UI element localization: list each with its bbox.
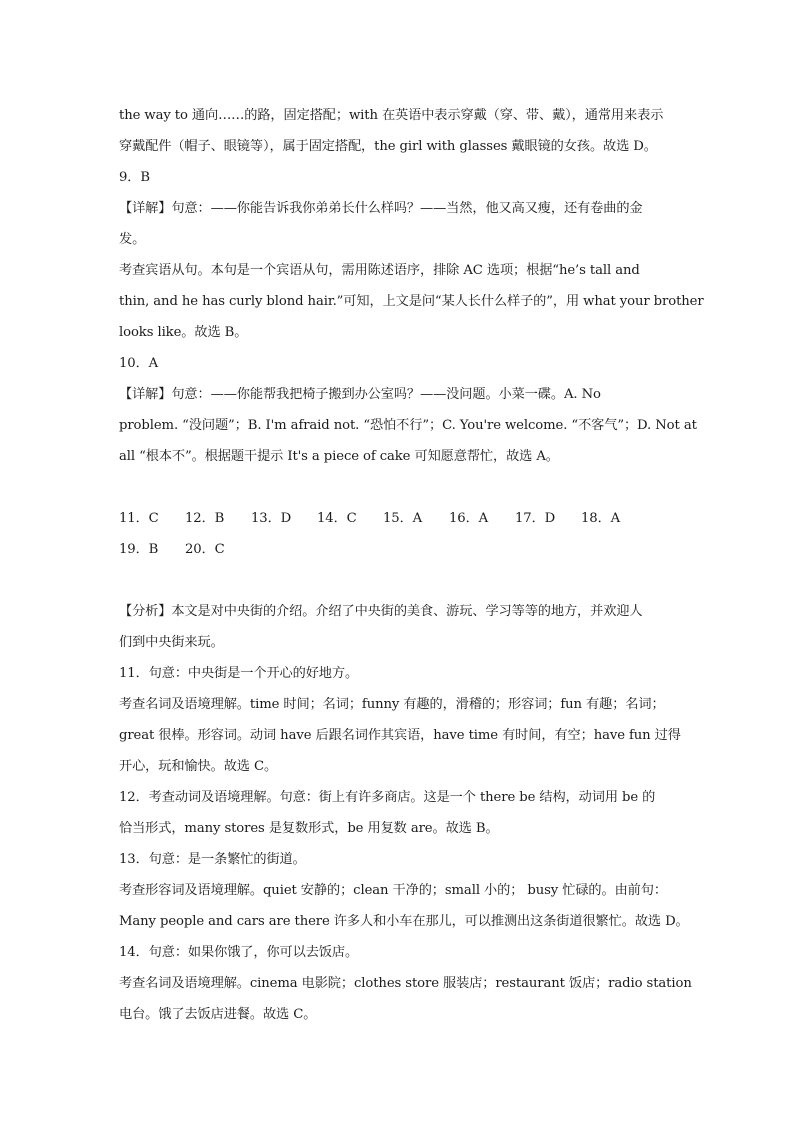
answer-key-item: 18．A (581, 511, 621, 526)
answer-key-item: 19．B (119, 542, 159, 557)
q11-line: 考查名词及语境理解。time 时间；名词；funny 有趣的，滑稽的；形容词；fun 有趣；名词； (119, 697, 665, 712)
q12-line: 恰当形式，many stores 是复数形式，be 用复数 are。故选 B。 (119, 821, 499, 836)
q12-line: 12．考查动词及语境理解。句意：街上有许多商店。这是一个 there be 结构，动词用 be 的 (119, 790, 656, 805)
q13-line: 考查形容词及语境理解。quiet 安静的；clean 干净的；small 小的； busy 忙碌的。由前句： (119, 883, 667, 898)
q13-line: 13．句意：是一条繁忙的街道。 (119, 852, 306, 867)
analysis-line: 们到中央街来玩。 (119, 635, 224, 650)
q9-detail-line: 考查宾语从句。本句是一个宾语从句，需用陈述语序，排除 AC 选项；根据“he’s tall and (119, 263, 640, 278)
q11-line: 11．句意：中央街是一个开心的好地方。 (119, 666, 359, 681)
answer-key-item: 20．C (185, 542, 225, 557)
q9-detail-line: thin, and he has curly blond hair.”可知，上文是问“某人长什么样子的”，用 what your brother (119, 294, 704, 309)
answer-key-item: 13．D (251, 511, 292, 526)
answer-key-item: 12．B (185, 511, 225, 526)
q14-line: 14．句意：如果你饿了，你可以去饭店。 (119, 945, 359, 960)
q13-line: Many people and cars are there 许多人和小车在那儿，可以推测出这条街道很繁忙。故选 D。 (119, 914, 689, 929)
answer-key-row (119, 534, 679, 565)
q10-detail-line: problem. “没问题”；B. I'm afraid not. “恐怕不行”；C. You're welcome. “不客气”；D. Not at (119, 418, 697, 433)
answer-key-row (119, 503, 679, 534)
q10-detail-line: all “根本不”。根据题干提示 It's a piece of cake 可知愿意帮忙，故选 A。 (119, 449, 559, 464)
answer-key-item: 15．A (383, 511, 423, 526)
q8-explanation-line: 穿戴配件（帽子、眼镜等），属于固定搭配，the girl with glasses 戴眼镜的女孩。故选 D。 (119, 139, 657, 154)
answer-key-item: 17．D (515, 511, 556, 526)
answer-explanations (119, 100, 704, 1030)
answer-key-item: 14．C (317, 511, 357, 526)
q11-line: great 很棒。形容词。动词 have 后跟名词作其宾语，have time 有时间，有空；have fun 过得 (119, 728, 681, 743)
q10-answer: 10．A (119, 356, 159, 371)
q10-detail-line: 【详解】句意：——你能帮我把椅子搬到办公室吗？——没问题。小菜一碟。A. No (119, 387, 601, 402)
q9-detail-line: 发。 (119, 232, 146, 247)
answer-key-item: 16．A (449, 511, 489, 526)
analysis-line: 【分析】本文是对中央街的介绍。介绍了中央街的美食、游玩、学习等等的地方，并欢迎人 (119, 604, 643, 619)
q14-line: 电台。饿了去饭店进餐。故选 C。 (119, 1007, 317, 1022)
q8-explanation-line: the way to 通向……的路，固定搭配；with 在英语中表示穿戴（穿、带、戴），通常用来表示 (119, 108, 664, 123)
q14-line: 考查名词及语境理解。cinema 电影院；clothes store 服装店；restaurant 饭店；radio station (119, 976, 692, 991)
q11-line: 开心，玩和愉快。故选 C。 (119, 759, 278, 774)
answer-key-item: 11．C (119, 511, 159, 526)
q9-detail-line: 【详解】句意：——你能告诉我你弟弟长什么样吗？——当然，他又高又瘦，还有卷曲的金 (119, 201, 643, 216)
q9-detail-line: looks like。故选 B。 (119, 325, 248, 340)
q9-answer: 9．B (119, 170, 150, 185)
